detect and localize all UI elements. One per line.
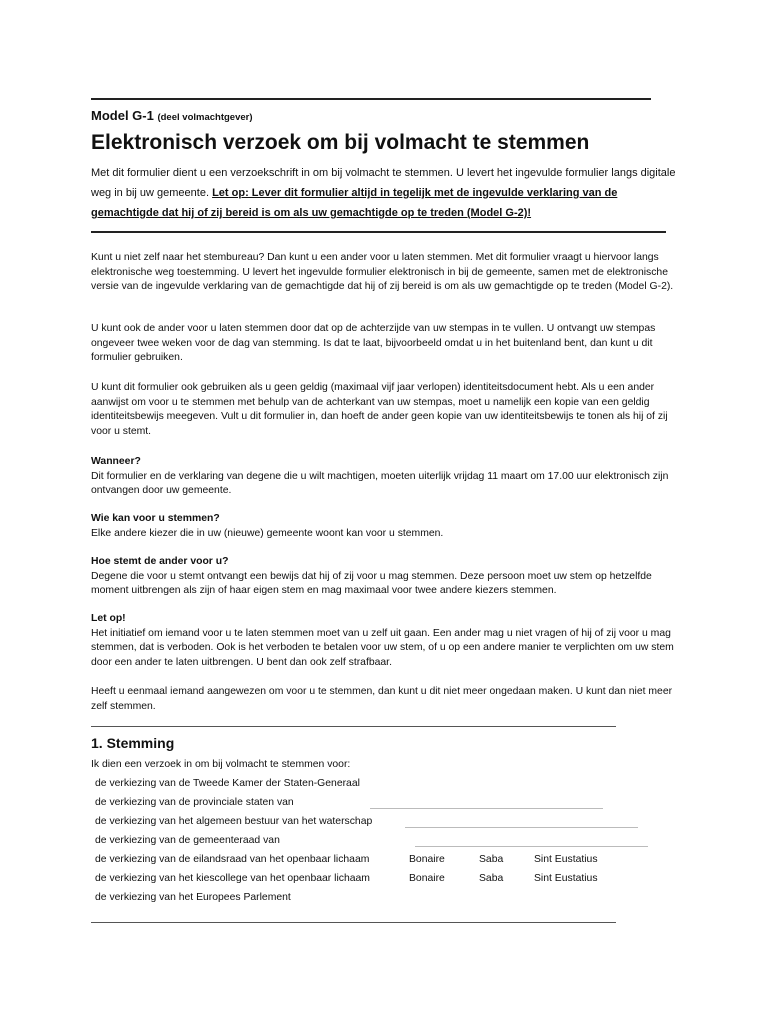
top-rule <box>91 98 651 100</box>
kiescollege-bonaire[interactable]: Bonaire <box>409 873 445 884</box>
paragraph-1: Kunt u niet zelf naar het stembureau? Dan kunt u een ander voor u laten stemmen. Met dit formulier vraagt u hiervoor langs elektronische weg toestemming. U levert het ingevulde formulier elektronisch in bij de gemeente, samen met de elektronische versie van de ingevulde verklaring van de gemachtigde dat hij of zij bereid is om als uw gemachtigde op te treden (Model G-2). <box>91 252 674 293</box>
section-rule-top <box>91 726 616 727</box>
option-provinciale-staten[interactable]: de verkiezing van de provinciale staten van <box>95 797 294 808</box>
option-kiescollege[interactable]: de verkiezing van het kiescollege van het openbaar lichaam <box>95 873 370 884</box>
hoe-text: Degene die voor u stemt ontvangt een bewijs dat hij of zij voor u mag stemmen. Deze persoon moet uw stem op hetzelfde moment uitbrengen als zijn of haar eigen stem en mag maximaal voor twee andere kiezers stemmen. <box>91 570 652 597</box>
waterschap-input[interactable] <box>405 827 638 828</box>
eilandsraad-saba[interactable]: Saba <box>479 854 504 865</box>
option-tweede-kamer[interactable]: de verkiezing van de Tweede Kamer der Staten-Generaal <box>95 778 360 789</box>
intro-text: Met dit formulier dient u een verzoekschrift in om bij volmacht te stemmen. U levert het ingevulde formulier langs digitale weg in bij uw gemeente. <box>91 167 676 199</box>
wie-heading: Wie kan voor u stemmen? <box>91 513 220 524</box>
wanneer-heading: Wanneer? <box>91 456 141 467</box>
paragraph-2: U kunt ook de ander voor u laten stemmen door dat op de achterzijde van uw stempas in te vullen. U ontvangt uw stempas ongeveer twee weken voor de dag van stemming. Is dat te laat, bijvoorbeeld omdat u in het buitenland bent, dan kunt u dit formulier gebruiken. <box>91 323 656 364</box>
section-let-op <box>91 612 686 670</box>
gemeente-input[interactable] <box>415 846 648 847</box>
model-number: Model G-1 <box>91 108 154 123</box>
intro-rule <box>91 231 666 233</box>
wanneer-text: Dit formulier en de verklaring van degene die u wilt machtigen, moeten uiterlijk vrijdag 11 maart om 17.00 uur elektronisch zijn ontvangen door uw gemeente. <box>91 470 669 497</box>
option-eilandsraad[interactable]: de verkiezing van de eilandsraad van het openbaar lichaam <box>95 854 370 865</box>
section-wie <box>91 512 686 541</box>
section-1-title: 1. Stemming <box>91 735 175 751</box>
intro-warning: Let op: Lever dit formulier altijd in tegelijk met de ingevulde verklaring van de gemachtigde dat hij of zij bereid is om als uw gemachtigde op te treden (Model G-2)! <box>91 187 618 219</box>
page-title: Elektronisch verzoek om bij volmacht te stemmen <box>91 131 590 154</box>
section-wanneer <box>91 455 686 499</box>
eilandsraad-bonaire[interactable]: Bonaire <box>409 854 445 865</box>
eilandsraad-sint-eustatius[interactable]: Sint Eustatius <box>534 854 598 865</box>
paragraph-last: Heeft u eenmaal iemand aangewezen om voor u te stemmen, dan kunt u dit niet meer ongedaan maken. U kunt dan niet meer zelf stemmen. <box>91 686 673 712</box>
model-subtitle: (deel volmachtgever) <box>157 112 253 123</box>
option-waterschap[interactable]: de verkiezing van het algemeen bestuur van het waterschap <box>95 816 373 827</box>
section-1-intro: Ik dien een verzoek in om bij volmacht te stemmen voor: <box>91 759 351 770</box>
hoe-heading: Hoe stemt de ander voor u? <box>91 556 229 567</box>
kiescollege-sint-eustatius[interactable]: Sint Eustatius <box>534 873 598 884</box>
section-hoe <box>91 555 686 599</box>
wie-text: Elke andere kiezer die in uw (nieuwe) gemeente woont kan voor u stemmen. <box>91 527 444 539</box>
paragraph-3: U kunt dit formulier ook gebruiken als u geen geldig (maximaal vijf jaar verlopen) identiteitsdocument hebt. Als u een ander aanwijst om voor u te stemmen met behulp van de achterkant van uw stempas, moet u namelijk een kopie van een geldig identiteitsbewijs meegeven. Vult u dit formulier in, dan hoeft de ander geen kopie van uw identiteitsbewijs te tonen als hij of zij voor u stemt. <box>91 382 668 437</box>
model-label <box>91 108 253 123</box>
let-op-heading: Let op! <box>91 613 126 624</box>
option-gemeenteraad[interactable]: de verkiezing van de gemeenteraad van <box>95 835 280 846</box>
let-op-text: Het initiatief om iemand voor u te laten stemmen moet van u zelf uit gaan. Een ander mag u niet vragen of hij of zij voor u mag stemmen, dat is verboden. Ook is het verboden te betalen voor uw stem, of u op een andere manier te verplichten om uw stem door een ander te laten uitbrengen. U bent dan ook zelf strafbaar. <box>91 627 674 668</box>
section-rule-bottom <box>91 922 616 923</box>
intro-paragraph <box>91 163 686 223</box>
option-europees-parlement[interactable]: de verkiezing van het Europees Parlement <box>95 892 291 903</box>
kiescollege-saba[interactable]: Saba <box>479 873 504 884</box>
province-input[interactable] <box>370 808 603 809</box>
